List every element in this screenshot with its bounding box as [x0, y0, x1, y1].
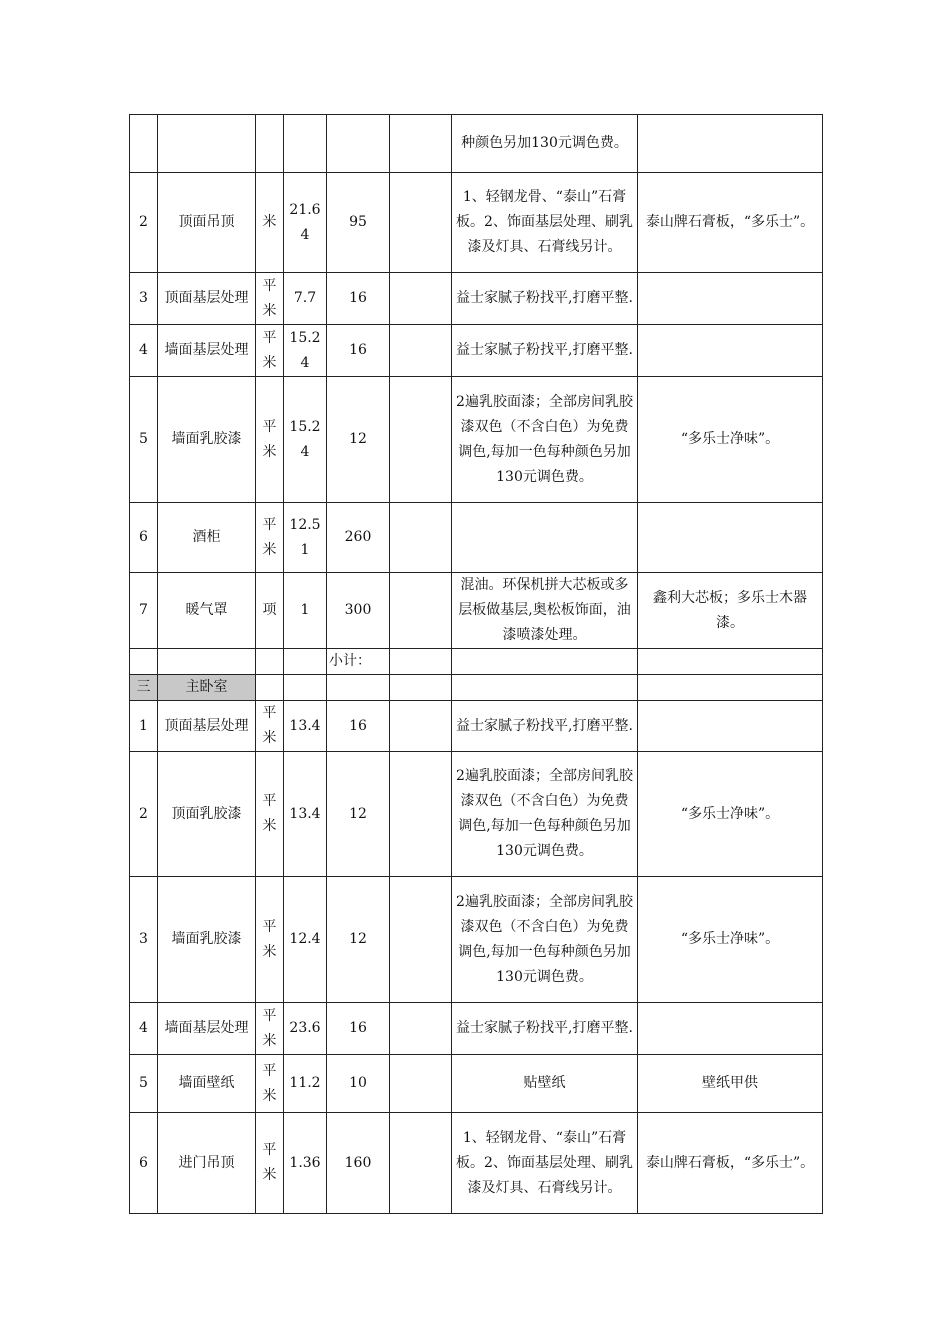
item-number-cell: 5: [130, 377, 158, 503]
table-row: [130, 1003, 823, 1055]
quantity-cell: [284, 649, 327, 675]
item-name-cell: 主卧室: [158, 675, 256, 701]
quantity-cell: 13.4: [284, 701, 327, 752]
amount-cell: [390, 1003, 452, 1055]
item-name-cell: 顶面基层处理: [158, 273, 256, 325]
subtotal-row: [130, 649, 823, 675]
unit-price-cell: 10: [327, 1055, 390, 1113]
material-description-cell: “多乐士净味”。: [638, 377, 823, 503]
process-description-cell: 1、轻钢龙骨、“泰山”石膏板。2、饰面基层处理、刷乳漆及灯具、石膏线另计。: [452, 1113, 638, 1214]
material-description-cell: [638, 675, 823, 701]
process-description-cell: 贴壁纸: [452, 1055, 638, 1113]
process-description-cell: 2遍乳胶面漆；全部房间乳胶漆双色（不含白色）为免费调色,每加一色每种颜色另加130元调色费。: [452, 752, 638, 877]
amount-cell: [390, 573, 452, 649]
table-row: [130, 1113, 823, 1214]
material-description-cell: [638, 503, 823, 573]
table-row: [130, 325, 823, 377]
amount-cell: [390, 1113, 452, 1214]
item-number-cell: 6: [130, 503, 158, 573]
amount-cell: [390, 503, 452, 573]
unit-cell: [256, 675, 284, 701]
table-row: [130, 273, 823, 325]
material-description-cell: [638, 1003, 823, 1055]
amount-cell: [390, 325, 452, 377]
table-row: [130, 173, 823, 273]
item-number-cell: 3: [130, 273, 158, 325]
material-description-cell: 泰山牌石膏板，“多乐士”。: [638, 1113, 823, 1214]
quantity-cell: 7.7: [284, 273, 327, 325]
unit-price-cell: 12: [327, 377, 390, 503]
quote-table: [129, 114, 823, 1214]
unit-cell: [256, 649, 284, 675]
unit-cell: 平米: [256, 377, 284, 503]
item-name-cell: 酒柜: [158, 503, 256, 573]
amount-cell: [390, 649, 452, 675]
material-description-cell: [638, 325, 823, 377]
unit-cell: 平米: [256, 273, 284, 325]
unit-price-cell: 160: [327, 1113, 390, 1214]
unit-price-cell: 16: [327, 1003, 390, 1055]
quantity-cell: 15.24: [284, 325, 327, 377]
amount-cell: [390, 1055, 452, 1113]
item-number-cell: 2: [130, 752, 158, 877]
quantity-cell: 12.4: [284, 877, 327, 1003]
table-row: [130, 877, 823, 1003]
process-description-cell: [452, 649, 638, 675]
material-description-cell: 泰山牌石膏板，“多乐士”。: [638, 173, 823, 273]
unit-price-cell: 16: [327, 701, 390, 752]
unit-cell: 平米: [256, 752, 284, 877]
process-description-cell: 益士家腻子粉找平,打磨平整.: [452, 701, 638, 752]
amount-cell: [390, 877, 452, 1003]
quantity-cell: 1: [284, 573, 327, 649]
process-description-cell: 益士家腻子粉找平,打磨平整.: [452, 325, 638, 377]
process-description-cell: [452, 675, 638, 701]
item-number-cell: 4: [130, 325, 158, 377]
quantity-cell: 13.4: [284, 752, 327, 877]
item-number-cell: 4: [130, 1003, 158, 1055]
table-row: [130, 573, 823, 649]
item-name-cell: 墙面乳胶漆: [158, 877, 256, 1003]
amount-cell: [390, 115, 452, 173]
item-number-cell: 7: [130, 573, 158, 649]
unit-cell: 平米: [256, 1113, 284, 1214]
item-name-cell: 顶面吊顶: [158, 173, 256, 273]
unit-cell: 平米: [256, 877, 284, 1003]
process-description-cell: 益士家腻子粉找平,打磨平整.: [452, 1003, 638, 1055]
quote-table-body: [130, 115, 823, 1214]
amount-cell: [390, 675, 452, 701]
process-description-cell: 2遍乳胶面漆；全部房间乳胶漆双色（不含白色）为免费调色,每加一色每种颜色另加130元调色费。: [452, 377, 638, 503]
material-description-cell: 鑫利大芯板；多乐士木器漆。: [638, 573, 823, 649]
item-name-cell: 墙面基层处理: [158, 325, 256, 377]
unit-cell: 平米: [256, 1003, 284, 1055]
unit-cell: 平米: [256, 503, 284, 573]
quantity-cell: [284, 675, 327, 701]
material-description-cell: “多乐士净味”。: [638, 752, 823, 877]
table-row: [130, 701, 823, 752]
unit-cell: [256, 115, 284, 173]
process-description-cell: 1、轻钢龙骨、“泰山”石膏板。2、饰面基层处理、刷乳漆及灯具、石膏线另计。: [452, 173, 638, 273]
item-name-cell: 进门吊顶: [158, 1113, 256, 1214]
item-number-cell: 1: [130, 701, 158, 752]
table-row: [130, 377, 823, 503]
table-row: [130, 1055, 823, 1113]
item-name-cell: 墙面基层处理: [158, 1003, 256, 1055]
amount-cell: [390, 701, 452, 752]
item-name-cell: [158, 649, 256, 675]
item-number-cell: 6: [130, 1113, 158, 1214]
item-name-cell: [158, 115, 256, 173]
quantity-cell: 21.64: [284, 173, 327, 273]
quantity-cell: 15.24: [284, 377, 327, 503]
quantity-cell: 12.51: [284, 503, 327, 573]
amount-cell: [390, 173, 452, 273]
process-description-cell: [452, 503, 638, 573]
table-row: [130, 503, 823, 573]
unit-price-cell: 12: [327, 752, 390, 877]
process-description-cell: 种颜色另加130元调色费。: [452, 115, 638, 173]
unit-price-cell: [327, 115, 390, 173]
item-name-cell: 暖气罩: [158, 573, 256, 649]
item-name-cell: 墙面壁纸: [158, 1055, 256, 1113]
process-description-cell: 2遍乳胶面漆；全部房间乳胶漆双色（不含白色）为免费调色,每加一色每种颜色另加130元调色费。: [452, 877, 638, 1003]
unit-price-cell: 260: [327, 503, 390, 573]
item-name-cell: 墙面乳胶漆: [158, 377, 256, 503]
unit-price-cell: 小计：: [327, 649, 390, 675]
amount-cell: [390, 752, 452, 877]
quantity-cell: 1.36: [284, 1113, 327, 1214]
item-name-cell: 顶面乳胶漆: [158, 752, 256, 877]
process-description-cell: 益士家腻子粉找平,打磨平整.: [452, 273, 638, 325]
material-description-cell: [638, 649, 823, 675]
unit-cell: 平米: [256, 325, 284, 377]
item-number-cell: 2: [130, 173, 158, 273]
material-description-cell: “多乐士净味”。: [638, 877, 823, 1003]
table-row: [130, 115, 823, 173]
quantity-cell: [284, 115, 327, 173]
item-number-cell: [130, 649, 158, 675]
unit-cell: 平米: [256, 1055, 284, 1113]
unit-price-cell: 16: [327, 273, 390, 325]
unit-price-cell: [327, 675, 390, 701]
table-row: [130, 752, 823, 877]
unit-price-cell: 12: [327, 877, 390, 1003]
material-description-cell: [638, 701, 823, 752]
unit-cell: 平米: [256, 701, 284, 752]
material-description-cell: [638, 115, 823, 173]
amount-cell: [390, 377, 452, 503]
amount-cell: [390, 273, 452, 325]
unit-cell: 米: [256, 173, 284, 273]
item-number-cell: 三: [130, 675, 158, 701]
item-number-cell: 5: [130, 1055, 158, 1113]
section-header-row: [130, 675, 823, 701]
unit-price-cell: 95: [327, 173, 390, 273]
item-number-cell: 3: [130, 877, 158, 1003]
quantity-cell: 23.6: [284, 1003, 327, 1055]
unit-price-cell: 300: [327, 573, 390, 649]
material-description-cell: 壁纸甲供: [638, 1055, 823, 1113]
unit-cell: 项: [256, 573, 284, 649]
unit-price-cell: 16: [327, 325, 390, 377]
item-name-cell: 顶面基层处理: [158, 701, 256, 752]
quantity-cell: 11.2: [284, 1055, 327, 1113]
process-description-cell: 混油。环保机拼大芯板或多层板做基层,奥松板饰面，油漆喷漆处理。: [452, 573, 638, 649]
material-description-cell: [638, 273, 823, 325]
item-number-cell: [130, 115, 158, 173]
